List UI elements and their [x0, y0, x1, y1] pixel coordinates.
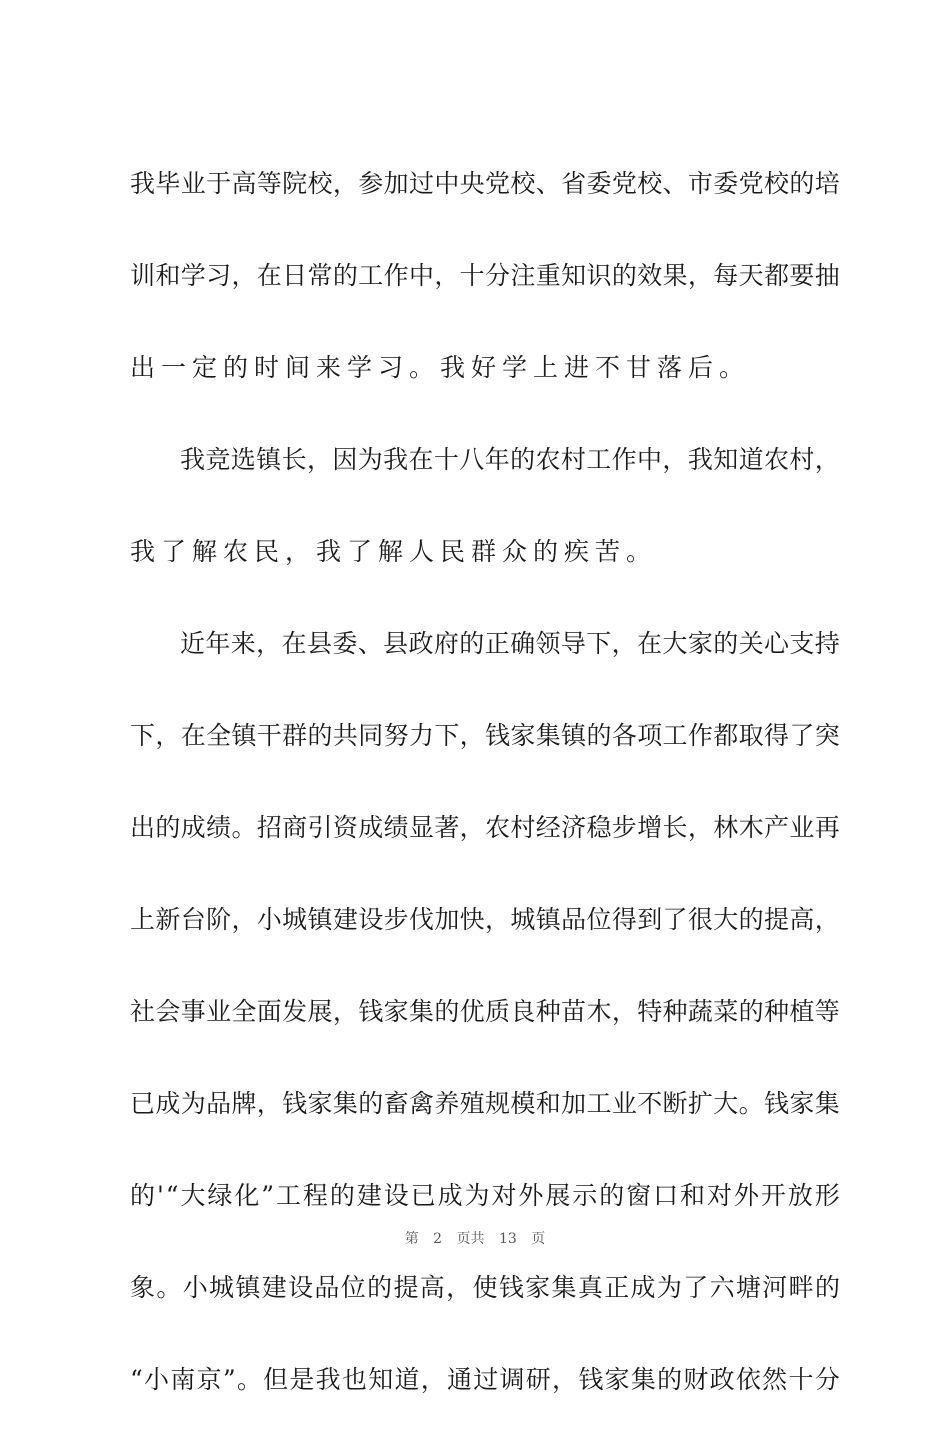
text-line: 出 的 成 绩 。 招 商 引 资 成 绩 显 著 ， 农 村 经 济 稳 步 增 长 ， 林 木 产 业 再 — [130, 813, 840, 842]
text-line: 的 ' “ 大 绿 化 ” 工 程 的 建 设 已 成 为 对 外 展 示 的 窗 口 和 对 外 开 放 形 — [130, 1181, 840, 1210]
text-line: 我 竞 选 镇 长 ， 因 为 我 在 十 八 年 的 农 村 工 作 中 ， 我 知 道 农 村 ， — [180, 445, 840, 474]
page-footer: 第 2 页共 13 页 — [404, 1231, 546, 1247]
body-text — [130, 165, 840, 1453]
text-line: 社 会 事 业 全 面 发 展 ， 钱 家 集 的 优 质 良 种 苗 木 ， 特 种 蔬 菜 的 种 植 等 — [130, 997, 840, 1026]
text-line: 近 年 来 ， 在 县 委 、 县 政 府 的 正 确 领 导 下 ， 在 大 家 的 关 心 支 持 — [180, 629, 840, 658]
text-line: 上 新 台 阶 ， 小 城 镇 建 设 步 伐 加 快 ， 城 镇 品 位 得 到 了 很 大 的 提 高 ， — [130, 905, 840, 934]
text-line: 已 成 为 品 牌 ， 钱 家 集 的 畜 禽 养 殖 规 模 和 加 工 业 不 断 扩 大 。 钱 家 集 — [130, 1089, 840, 1118]
text-line: 下 ， 在 全 镇 干 群 的 共 同 努 力 下 ， 钱 家 集 镇 的 各 项 工 作 都 取 得 了 突 — [130, 721, 840, 750]
text-line: “ 小 南 京 ” 。 但 是 我 也 知 道 ， 通 过 调 研 ， 钱 家 集 的 财 政 依 然 十 分 — [130, 1365, 840, 1394]
text-line: 象 。 小 城 镇 建 设 品 位 的 提 高 ， 使 钱 家 集 真 正 成 为 了 六 塘 河 畔 的 — [130, 1273, 840, 1302]
text-line: 出一定的时间来学习。我好学上进不甘落后。 — [130, 353, 751, 382]
text-line: 我 毕 业 于 高 等 院 校 ， 参 加 过 中 央 党 校 、 省 委 党 校 、 市 委 党 校 的 培 — [130, 169, 840, 198]
text-line: 训 和 学 习 ， 在 日 常 的 工 作 中 ， 十 分 注 重 知 识 的 效 果 ， 每 天 都 要 抽 — [130, 261, 840, 290]
text-line: 我了解农民，我了解人民群众的疾苦。 — [130, 537, 658, 566]
